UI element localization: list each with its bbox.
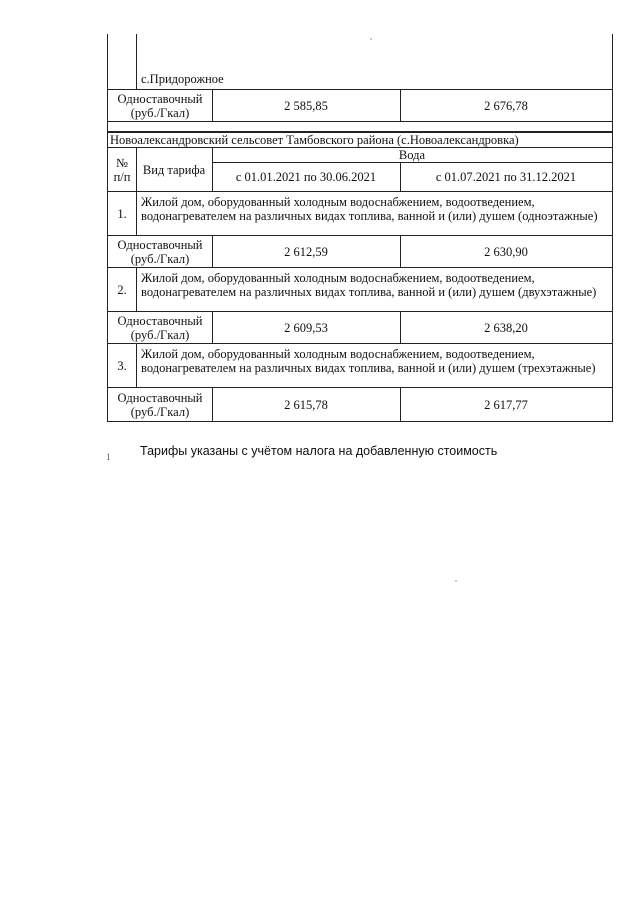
tariff-value-h1: 2 609,53 xyxy=(284,320,328,335)
tariff-value-h2: 2 630,90 xyxy=(484,244,528,259)
row-desc: Жилой дом, оборудованный холодным водоснабжением, водоотведением, водонагревателем на различных видах топлива, ванной и (или) душем (одноэтажные) xyxy=(141,195,598,223)
tariff-value-h1: 2 615,78 xyxy=(284,397,328,412)
tariff-value-h2: 2 676,78 xyxy=(484,98,528,113)
tariff-row xyxy=(107,90,613,122)
section-title: Новоалександровский сельсовет Тамбовского района (с.Новоалександровка) xyxy=(110,133,519,147)
header-type: Вид тарифа xyxy=(142,162,206,177)
footnote-text: Тарифы указаны с учётом налога на добавленную стоимость xyxy=(140,444,498,458)
tariff-value-h1: 2 585,85 xyxy=(284,98,328,113)
header-period1: с 01.01.2021 по 30.06.2021 xyxy=(235,169,377,184)
place-row xyxy=(107,34,613,90)
tariff-label: Одноставочный (руб./Гкал) xyxy=(117,313,203,342)
header-num: № п/п xyxy=(113,155,131,184)
scan-speck xyxy=(370,38,372,40)
tariff-label: Одноставочный (руб./Гкал) xyxy=(117,237,203,266)
section-title-row xyxy=(107,132,613,148)
header-row xyxy=(107,148,613,192)
table-row xyxy=(107,192,613,236)
row-num: 3. xyxy=(117,358,127,373)
table-row-values xyxy=(107,312,613,344)
tariff-label: Одноставочный (руб./Гкал) xyxy=(117,390,203,419)
footnote-mark: 1 xyxy=(106,452,111,462)
table-row xyxy=(107,344,613,388)
tariff-value-h2: 2 617,77 xyxy=(484,397,528,412)
tariff-value-h1: 2 612,59 xyxy=(284,244,328,259)
scan-speck xyxy=(455,580,457,582)
table-row xyxy=(107,268,613,312)
tariff-table xyxy=(107,34,613,422)
tariff-label: Одноставочный (руб./Гкал) xyxy=(117,91,203,120)
header-group: Вода xyxy=(212,148,612,163)
table-row-values xyxy=(107,236,613,268)
place-name: с.Придорожное xyxy=(141,72,224,86)
tariff-value-h2: 2 638,20 xyxy=(484,320,528,335)
row-num: 2. xyxy=(117,282,127,297)
header-period2: с 01.07.2021 по 31.12.2021 xyxy=(435,169,577,184)
row-num: 1. xyxy=(117,206,127,221)
row-desc: Жилой дом, оборудованный холодным водоснабжением, водоотведением, водонагревателем на различных видах топлива, ванной и (или) душем (трехэтажные) xyxy=(141,347,596,375)
spacer-row xyxy=(107,122,613,132)
row-desc: Жилой дом, оборудованный холодным водоснабжением, водоотведением, водонагревателем на различных видах топлива, ванной и (или) душем (двухэтажные) xyxy=(141,271,597,299)
table-row-values xyxy=(107,388,613,422)
